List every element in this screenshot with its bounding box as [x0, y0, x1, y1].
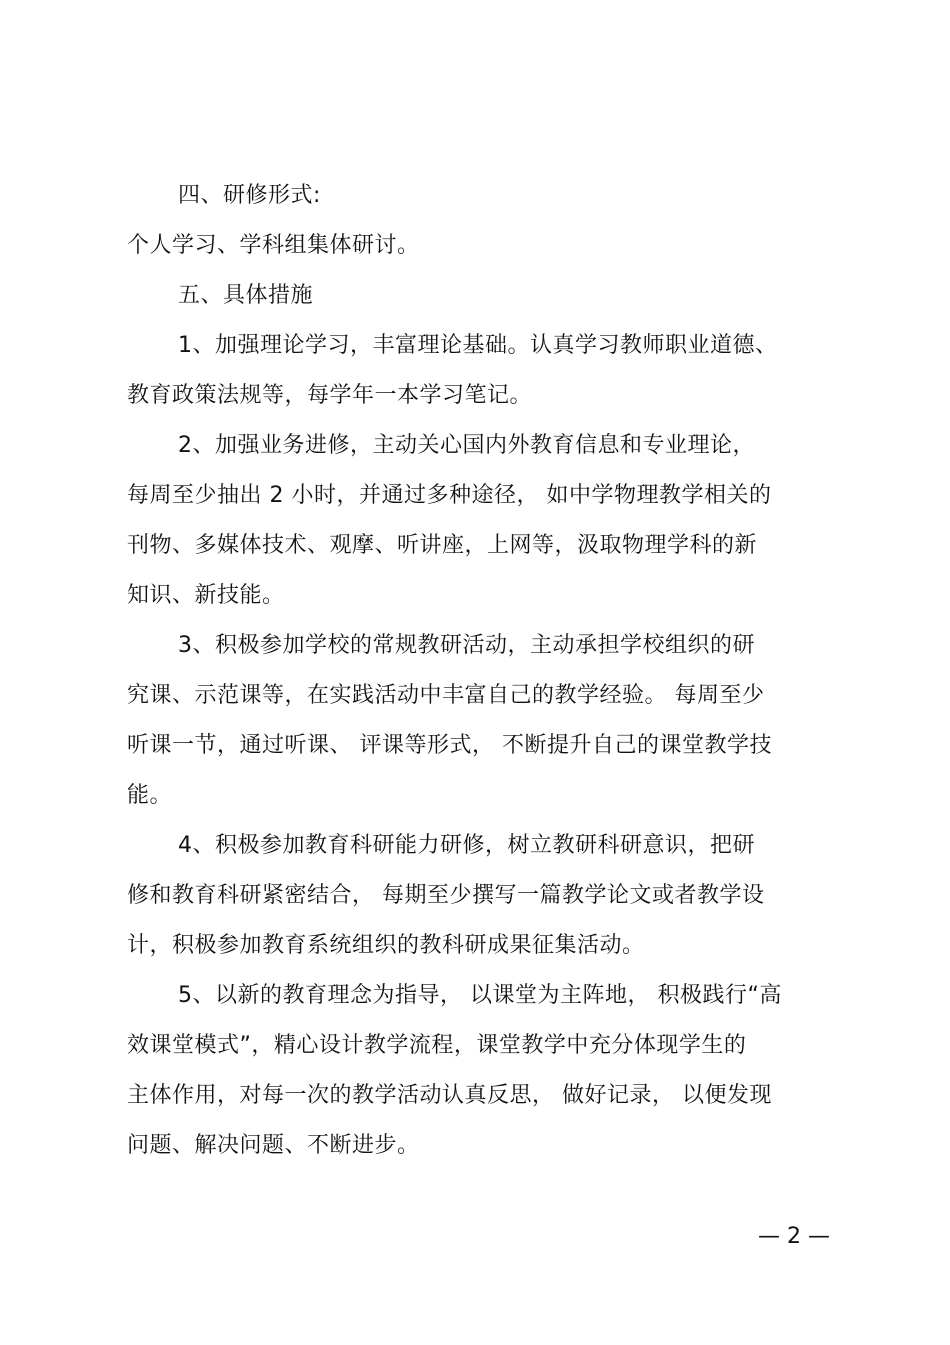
item-5-line-3: 主体作用，对每一次的教学活动认真反思， 做好记录， 以便发现 — [127, 1083, 772, 1108]
item-2-line-1: 2、加强业务进修，主动关心国内外教育信息和专业理论， — [178, 433, 755, 458]
item-4-line-2: 修和教育科研紧密结合， 每期至少撰写一篇教学论文或者教学设 — [127, 883, 765, 908]
page-number: — 2 — — [758, 1224, 830, 1249]
item-2-line-2: 每周至少抽出 2 小时，并通过多种途径， 如中学物理教学相关的 — [127, 483, 772, 508]
item-1-line-1: 1、加强理论学习，丰富理论基础。认真学习教师职业道德、 — [178, 333, 778, 358]
item-3-line-4: 能。 — [127, 783, 173, 808]
section-heading-5: 五、具体措施 — [178, 283, 314, 308]
item-3-line-2: 究课、示范课等，在实践活动中丰富自己的教学经验。 每周至少 — [127, 683, 765, 708]
item-4-line-3: 计，积极参加教育系统组织的教科研成果征集活动。 — [127, 933, 645, 958]
item-1-line-2: 教育政策法规等，每学年一本学习笔记。 — [127, 383, 533, 408]
item-3-line-1: 3、积极参加学校的常规教研活动，主动承担学校组织的研 — [178, 633, 755, 658]
item-5-line-2: 效课堂模式”，精心设计教学流程，课堂教学中充分体现学生的 — [127, 1033, 747, 1058]
section-heading-4: 四、研修形式: — [178, 183, 321, 208]
item-5-line-1: 5、以新的教育理念为指导， 以课堂为主阵地， 积极践行“高 — [178, 983, 782, 1008]
item-5-line-4: 问题、解决问题、不断进步。 — [127, 1133, 420, 1158]
item-2-line-3: 刊物、多媒体技术、观摩、听讲座，上网等，汲取物理学科的新 — [127, 533, 758, 558]
item-3-line-3: 听课一节，通过听课、 评课等形式， 不断提升自己的课堂教学技 — [127, 733, 772, 758]
paragraph-line: 个人学习、学科组集体研讨。 — [127, 233, 420, 258]
item-4-line-1: 4、积极参加教育科研能力研修，树立教研科研意识，把研 — [178, 833, 755, 858]
item-2-line-4: 知识、新技能。 — [127, 583, 285, 608]
